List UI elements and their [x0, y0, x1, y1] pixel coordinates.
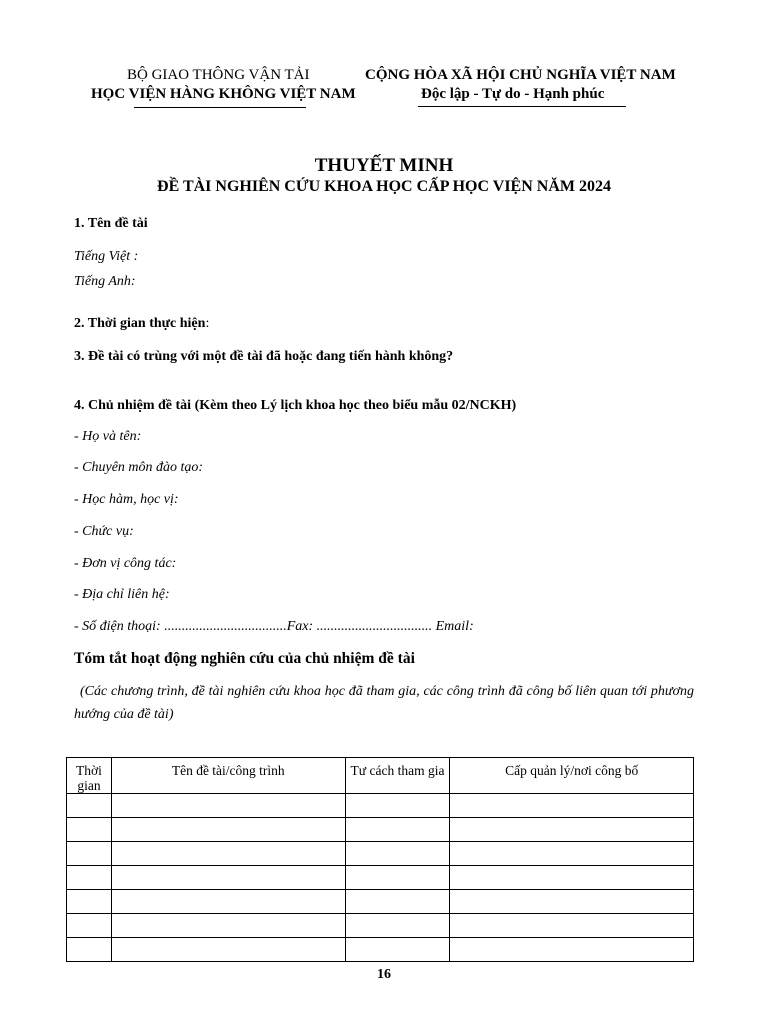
table-cell[interactable] [111, 914, 345, 938]
table-cell[interactable] [345, 842, 450, 866]
section-3-heading: 3. Đề tài có trùng với một đề tài đã hoặc đang tiến hành không? [74, 349, 454, 364]
table-cell[interactable] [345, 914, 450, 938]
table-cell[interactable] [111, 818, 345, 842]
table-cell[interactable] [111, 842, 345, 866]
summary-note: (Các chương trình, đề tài nghiên cứu khoa học đã tham gia, các công trình đã công bố liên quan tới phương hướng của đề tài) [74, 684, 694, 722]
table-cell[interactable] [450, 794, 694, 818]
document-subtitle: ĐỀ TÀI NGHIÊN CỨU KHOA HỌC CẤP HỌC VIỆN NĂM 2024 [157, 178, 611, 195]
english-title-field: Tiếng Anh: [74, 274, 136, 289]
table-row [67, 794, 694, 818]
table-cell[interactable] [67, 938, 112, 962]
table-cell[interactable] [67, 842, 112, 866]
motto-underline [418, 106, 626, 107]
table-cell[interactable] [450, 938, 694, 962]
table-row [67, 866, 694, 890]
table-cell[interactable] [345, 818, 450, 842]
table-cell[interactable] [450, 866, 694, 890]
column-header-time: Thời gian [67, 758, 112, 794]
page-number: 16 [377, 967, 391, 982]
work-unit-field: - Đơn vị công tác: [74, 556, 177, 571]
table-row [67, 890, 694, 914]
ministry-name: BỘ GIAO THÔNG VẬN TẢI [127, 67, 310, 83]
table-cell[interactable] [111, 866, 345, 890]
table-header-row [67, 758, 694, 794]
table-cell[interactable] [67, 890, 112, 914]
section-2-colon: : [205, 316, 210, 331]
table-cell[interactable] [111, 890, 345, 914]
table-cell[interactable] [450, 818, 694, 842]
academic-degree-field: - Học hàm, học vị: [74, 492, 179, 507]
table-cell[interactable] [67, 818, 112, 842]
contact-address-field: - Địa chỉ liên hệ: [74, 587, 170, 602]
table-cell[interactable] [450, 842, 694, 866]
section-4-heading: 4. Chủ nhiệm đề tài (Kèm theo Lý lịch khoa học theo biểu mẫu 02/NCKH) [74, 398, 517, 413]
academy-name: HỌC VIỆN HÀNG KHÔNG VIỆT NAM [91, 86, 356, 102]
table-cell[interactable] [111, 794, 345, 818]
table-cell[interactable] [450, 914, 694, 938]
section-1-heading: 1. Tên đề tài [74, 216, 148, 231]
table-cell[interactable] [67, 794, 112, 818]
table-cell[interactable] [345, 938, 450, 962]
academy-underline [134, 107, 306, 108]
table-row [67, 842, 694, 866]
national-motto: Độc lập - Tự do - Hạnh phúc [421, 86, 605, 102]
table-row [67, 914, 694, 938]
vietnamese-title-field: Tiếng Việt : [74, 249, 139, 264]
column-header-role: Tư cách tham gia [345, 758, 450, 794]
table-row [67, 938, 694, 962]
specialization-field: - Chuyên môn đào tạo: [74, 460, 204, 475]
section-2-heading [74, 316, 209, 332]
table-cell[interactable] [67, 914, 112, 938]
column-header-project-name: Tên đề tài/công trình [111, 758, 345, 794]
position-field: - Chức vụ: [74, 524, 134, 539]
table-cell[interactable] [450, 890, 694, 914]
table-cell[interactable] [345, 866, 450, 890]
full-name-field: - Họ và tên: [74, 429, 142, 444]
table-body [67, 794, 694, 962]
table-cell[interactable] [345, 794, 450, 818]
section-2-label: 2. Thời gian thực hiện [74, 316, 206, 331]
table-cell[interactable] [111, 938, 345, 962]
document-title: THUYẾT MINH [314, 155, 454, 176]
column-header-publisher: Cấp quản lý/nơi công bố [450, 758, 694, 794]
research-activity-table [66, 757, 694, 962]
summary-heading: Tóm tắt hoạt động nghiên cứu của chủ nhiệm đề tài [74, 650, 415, 667]
table-cell[interactable] [67, 866, 112, 890]
phone-fax-email-field: - Số điện thoại: ...................................Fax: ................................. Email: [74, 619, 474, 634]
table-row [67, 818, 694, 842]
table-cell[interactable] [345, 890, 450, 914]
national-title: CỘNG HÒA XÃ HỘI CHỦ NGHĨA VIỆT NAM [365, 67, 676, 83]
